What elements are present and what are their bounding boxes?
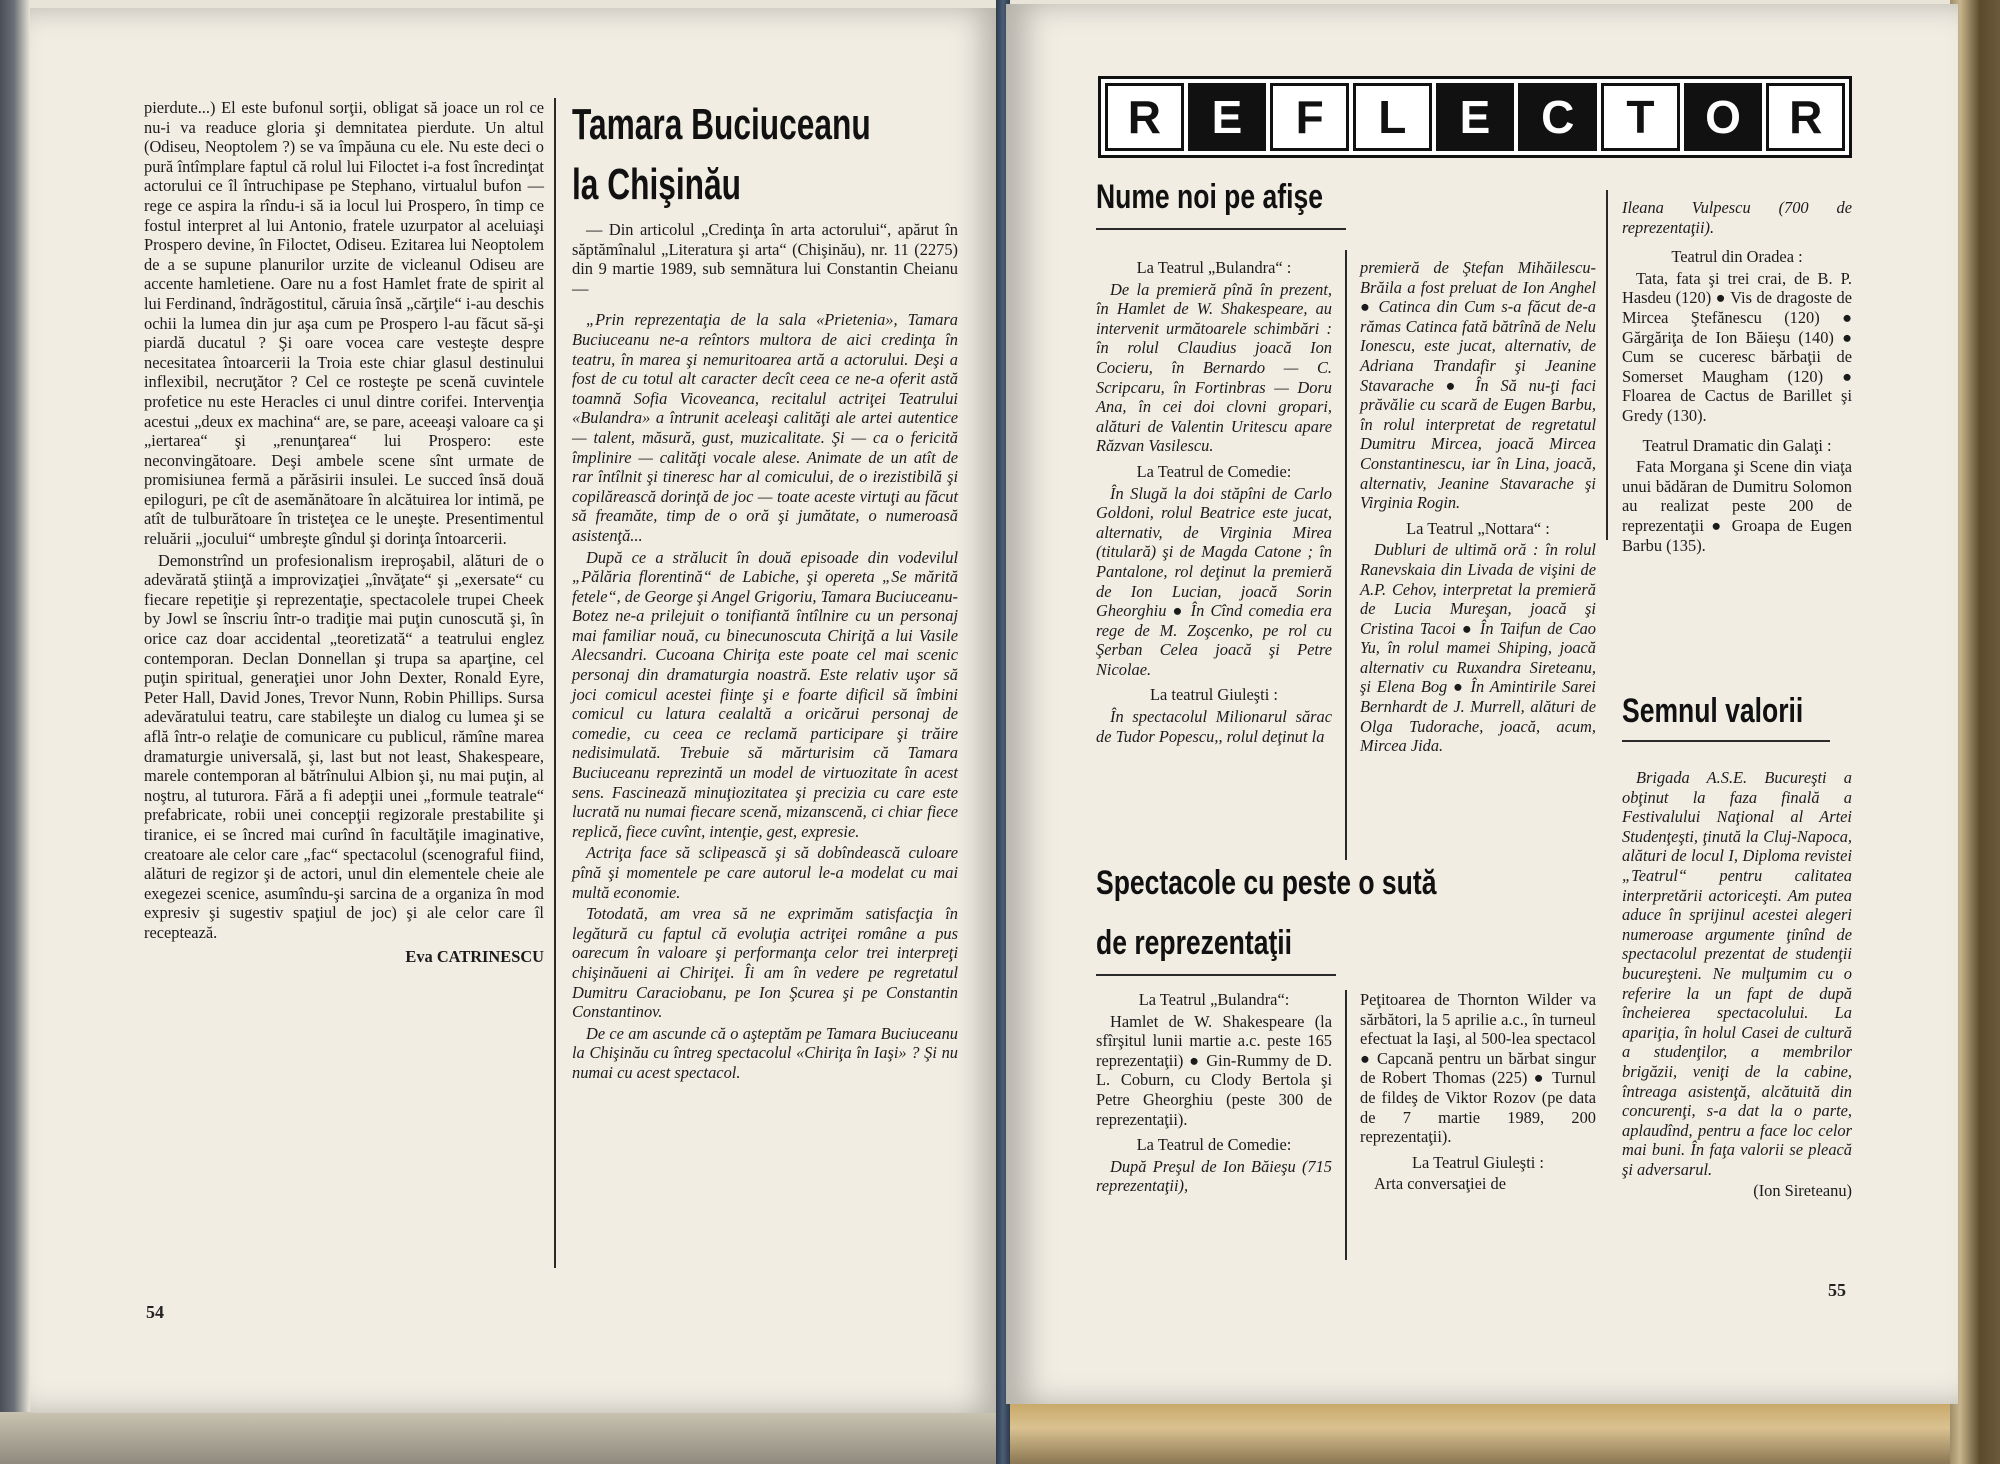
reflector-masthead xyxy=(1098,76,1852,158)
paragraph: Fata Morgana şi Scene din viaţa unui bădăran de Dumitru Solomon au realizat peste 200 de reprezentaţii ● Groapa de Eugen Barbu (135). xyxy=(1622,457,1852,555)
theatre-label: La Teatrul „Bulandra“ : xyxy=(1136,258,1292,277)
theatre-label: La teatrul Giuleşti : xyxy=(1150,685,1278,705)
masthead-letter: E xyxy=(1188,83,1267,151)
article-title xyxy=(572,100,987,150)
nume-noi-column-2 xyxy=(1360,258,1596,758)
theatre-label: Teatrul din Oradea : xyxy=(1671,247,1803,267)
masthead-letter: L xyxy=(1353,83,1432,151)
semnul-valorii-article xyxy=(1622,768,1852,1203)
heading-text: Nume noi pe afişe xyxy=(1096,178,1323,216)
paragraph: pierdute...) El este bufonul sorţii, obligat să joace un rol ce nu-i va readuce gloria şi demnitatea pierdute. Un altul (Odiseu, Neoptolem ?) se va împăuna cu ele. Nu este deci o pură întîmplare faptul că rolul lui Filoctet i-a fost încredinţat actorului ce îl întruchipase pe Stephano, virtualul bufon — rege ce aspira la rîndu-i să ia locul lui Prospero, în timp ce fostul interpret al lui Antonio, fratele uzurpator al aceluiaşi Prospero devine, în Filoctet, Odiseu. Ezitarea lui Neoptolem de a se supune planurilor urzite de vicleanul Odiseu are accente hamletiene. Oare nu a fost Hamlet frate de spirit al lui Ferdinand, îndrăgostitul, căruia însă „cărţile“ i-au deschis ochii la lumea din jur aşa cum pe Prospero l-au făcut să-şi piardă ducatul ? Şi oare vocea care vesteşte despre necesitatea întoarcerii la Troia este chiar glasul destinului inflexibil, necruţător ? Cel ce rosteşte pe scenă cuvintele profetice nu este Heracles ci unul dintre corifei. Intervenţia acestui „deux ex machina“ are, se pare, aceeaşi valoare ca şi „iertarea“ şi „renunţarea“ lui Prospero: este neconvingătoare. Deşi ambele scene sînt urmate de promisiunea fermă a părăsirii insulei. Le succed însă două epiloguri, pe cît de asemănătoare în alcătuirea lor intimă, pe atît de tulburătoare în tristeţea ce le uneşte. Presentimentul reluării „jocului“ umbreşte gîndul şi dorinţa întoarcerii. xyxy=(144,98,544,549)
article-signature: (Ion Sireteanu) xyxy=(1753,1181,1852,1201)
title-line: Tamara Buciuceanu xyxy=(572,100,871,149)
paragraph: premieră de Ştefan Mihăilescu-Brăila a fost preluat de Ion Anghel ● Catinca din Cum s-a făcut de-a rămas Catinca fată bătrînă de Nelu Ionescu, este jucat, alternativ, de Adriana Trandafir şi Jeanine Stavarache ● În Să nu-ţi faci prăvălie cu scară de Eugen Barbu, în rolul interpretat de regretatul Dumitru Mircea, joacă Mircea Constantinescu, iar în Lina, joacă, alternativ, Jeanine Stavarache şi Virginia Rogin. xyxy=(1360,258,1596,513)
paragraph: De la premieră pînă în prezent, în Hamlet de W. Shakespeare, au intervenit următoarele schimbări : în rolul Claudius joacă Ion Cocieru, în Bernardo — C. Scripcaru, în Fortinbras — Doru Ana, în cei doi clovni gropari, alături de Valentin Uritescu apare Răzvan Vasilescu. xyxy=(1096,279,1332,456)
left-page-edge xyxy=(0,1412,1000,1464)
heading-underline xyxy=(1096,974,1336,976)
paragraph: „Prin reprezentaţia de la sala «Prietenia», Tamara Buciuceanu ne-a reîntors multora de aici credinţa în teatru, în marea şi nemuritoarea artă a actorului. Deşi a fost de cu totul alt caracter decît ceea ce ne-a oferit astă toamnă Sofia Vicoveanca, recitalul actriţei Teatrului «Bulandra» a întrunit aceleaşi calităţi ale artei autentice — talent, măsură, gust, muzicalitate. Şi — ca o fericită împlinire — calităţi vocale alese. Animate de un atît de rar întîlnit şi tineresc har al comicului, de o irezistibilă şi copilărească dorinţă de joc — toate aceste virtuţi au făcut să freamăte, timp de o oră şi jumătate, o numeroasă asistenţă... xyxy=(572,310,958,545)
section-heading-nume-noi xyxy=(1096,178,1387,217)
masthead-letter: E xyxy=(1436,83,1515,151)
paragraph: Peţitoarea de Thornton Wilder va sărbători, la 5 aprilie a.c., în turneul efectuat la Iaşi, al 500-lea spectacol ● Capcană pentru un bărbat singur de Robert Thomas (225) ● Turnul de fildeş de Viktor Rozov (pe data de 7 martie 1989, 200 reprezentaţii). xyxy=(1360,990,1596,1147)
paragraph: Dubluri de ultimă oră : în rolul Ranevskaia din Livada de vişini de A.P. Cehov, interpretat la premieră de Lucia Mureşan, joacă şi Cristina Tacoi ● În Taifun de Cao Yu, în rolul mamei Shiping, joacă alternativ cu Ruxandra Sireteanu, şi Elena Bog ● În Amintirile Sarei Bernhardt de J. Murrell, alături de Olga Tudorache, joacă, acum, Mircea Jida. xyxy=(1360,540,1596,756)
right-column xyxy=(1622,198,1852,557)
column-rule xyxy=(1345,250,1347,860)
heading-text: de reprezentaţii xyxy=(1096,924,1293,962)
masthead-letter: T xyxy=(1601,83,1680,151)
article-intro: — Din articolul „Credinţa în arta actorului“, apărut în săptămînalul „Literatura şi arta“ (Chişinău), nr. 11 (2275) din 9 martie 1989, sub semnătura lui Constantin Cheianu — xyxy=(572,220,958,298)
page-number: 55 xyxy=(1828,1280,1846,1300)
article-title-second-line xyxy=(572,160,807,210)
theatre-label: La Teatrul „Nottara“ : xyxy=(1406,518,1550,538)
theatre-label: La Teatrul de Comedie: xyxy=(1136,461,1292,481)
masthead-letter: F xyxy=(1270,83,1349,151)
page-number: 54 xyxy=(146,1302,164,1322)
column-rule xyxy=(1606,190,1608,540)
theatre-label: La Teatrul Giuleşti : xyxy=(1412,1152,1544,1172)
heading-underline xyxy=(1622,740,1830,742)
article-signature: Eva CATRINESCU xyxy=(405,946,544,966)
section-heading-spectacole xyxy=(1096,864,1533,903)
article-buciuceanu xyxy=(572,220,958,1085)
paragraph: Arta conversaţiei de xyxy=(1374,1174,1506,1194)
paragraph: Actriţa face să sclipească şi să dobîndească culoare pînă şi momentele pe care autorul le-a modelat cu mai multă economie. xyxy=(572,843,958,902)
article-continuation xyxy=(144,98,544,966)
section-heading-semnul-valorii xyxy=(1622,692,1854,731)
masthead-letter: O xyxy=(1684,83,1763,151)
column-rule xyxy=(554,98,556,1268)
paragraph: După Preşul de Ion Băieşu (715 reprezentaţii), xyxy=(1096,1156,1332,1196)
theatre-label: Teatrul Dramatic din Galaţi : xyxy=(1642,435,1832,455)
paragraph: Brigada A.S.E. Bucureşti a obţinut la faza finală a Festivalului Naţional al Artei Studenţeşti, ţinută la Cluj-Napoca, alături de locul I, Diploma revistei „Teatrul“ pentru calitatea interpretării actoriceşti. Am putea aduce în sprijinul acestei alegeri numeroase argumente ţinînd de spectacolul prezentat de studenţii bucureşteni. Ne mulţumim cu o referire la un fapt de după încheierea spectacolului. La apariţia, în holul Casei de cultură a studenţilor, a membrilor brigăzii, veniţi de la cabine, întreaga asistenţă, alcătuită din concurenţi, s-a dat la o parte, aplaudînd, pentru a face loc celor mai buni. În faţa valorii se pleacă şi adversarul. xyxy=(1622,768,1852,1179)
theatre-label: La Teatrul „Bulandra“: xyxy=(1138,990,1290,1009)
paragraph: Tata, fata şi trei crai, de B. P. Hasdeu (120) ● Vis de dragoste de Mircea Ştefănescu (120) ● Gărgăriţa de Ion Băieşu (140) ● Cum se cuceresc bărbaţii de Somerset Maugham (120) ● Floarea de Cactus de Barillet şi Gredy (130). xyxy=(1622,268,1852,425)
title-line: la Chişinău xyxy=(572,160,741,209)
left-page xyxy=(30,8,1000,1413)
paragraph: De ce am ascunde că o aşteptăm pe Tamara Buciuceanu la Chişinău cu întreg spectacolul «Chiriţa în Iaşi» ? Şi nu numai cu acest spectacol. xyxy=(572,1023,958,1082)
masthead-letter: R xyxy=(1766,83,1845,151)
theatre-label: La Teatrul de Comedie: xyxy=(1136,1135,1292,1155)
paragraph: În spectacolul Milionarul sărac de Tudor Popescu,, rolul deţinut la xyxy=(1096,707,1332,746)
masthead-letter: C xyxy=(1518,83,1597,151)
paragraph: Totodată, am vrea să ne exprimăm satisfacţia în legătură cu faptul că evoluţia actriţei române a pus oarecum în valoare şi performanţa celor trei interpreţi chişinăueni ai Chiriţei. Îi am în vedere pe regretatul Dumitru Caraciobanu, pe Ion Şcurea şi pe Constantin Constantinov. xyxy=(572,904,958,1022)
paragraph: Demonstrînd un profesionalism ireproşabil, alături de o adevărată ştiinţă a improvizaţiei „învăţate“ şi „exersate“ cu fiecare repetiţie şi reprezentaţie, spectacolele trupei Cheek by Jowl se înscriu într-o tradiţie mai puţin cunoscută şi, în orice caz doar accidental „teoretizată“ a teatrului englez contemporan. Declan Donnellan şi trupa sa aparţine, cel puţin spiritual, generaţiei unor John Dexter, Ronald Eyre, Peter Hall, David Jones, Trevor Nunn, Robin Phillips. Sursa adevăratului teatru, care stabileşte un dialog cu lumea şi se află într-o relaţie de comunicare cu publicul, rămîne marea dramaturgie universală, şi, last but not least, Shakespeare, marele contemporan al bătrînului Albion şi, nu mai puţin, al noştru, al tuturora. Fără a fi adepţii unei „formule teatrale“ prefabricate, robii unei concepţii regizorale prestabilite şi tiranice, ei se încred mai curînd în facultăţile imaginative, creatoare ale celor care „fac“ spectacolul (scenograful fiind, alături de regizor şi de actori, unul din elementele cheie ale exegezei scenice, asumîndu-şi sarcina de a organiza în mod expresiv şi sugestiv spaţiul de joc) şi ale celor care îl receptează. xyxy=(144,550,544,942)
paragraph: Hamlet de W. Shakespeare (la sfîrşitul lunii martie a.c. peste 165 reprezentaţii) ● Gin-Rummy de D. L. Coburn, cu Clody Bertola şi Petre Gheorghiu (peste 300 de reprezentaţii). xyxy=(1096,1011,1332,1129)
right-page-edge-bottom xyxy=(1010,1404,2000,1464)
column-rule xyxy=(1345,990,1347,1260)
heading-text: Spectacole cu peste o sută xyxy=(1096,864,1437,902)
spectacole-column-2 xyxy=(1360,990,1596,1196)
paragraph: Ileana Vulpescu (700 de reprezentaţii). xyxy=(1622,198,1852,237)
heading-text: Semnul valorii xyxy=(1622,692,1804,730)
paragraph: După ce a strălucit în două episoade din vodevilul „Pălăria florentină“ de Labiche, şi opereta „Se mărită fetele“, de George şi Angel Grigoriu, Tamara Buciuceanu-Botez ne-a prilejuit o tonifiantă întîlnire cu un personaj mai familiar nouă, cu binecunoscuta Chiriţă a lui Vasile Alecsandri. Cucoana Chiriţa este poate cel mai scenic personaj din dramaturgia noastră. Este relativ uşor să joci comicul acestei fiinţe şi e foarte dificil să îmbini comicul cu latura cealaltă a oricărui personaj de comedie, cu ceea ce reclamă participare şi trăire nedisimulată. Trebuie să mărturisim că Tamara Buciuceanu reprezintă un model de virtuozitate în acest sens. Fascinează minuţiozitatea şi precizia cu care este lucrată nu numai fiecare scenă, mizanscenă, ci chiar fiece replică, fiece cuvînt, intenţie, gest, expresie. xyxy=(572,547,958,841)
heading-underline xyxy=(1096,228,1346,230)
masthead-letter: R xyxy=(1105,83,1184,151)
spectacole-column-1 xyxy=(1096,990,1332,1198)
section-heading-spectacole-second-line xyxy=(1096,924,1347,963)
paragraph: În Slugă la doi stăpîni de Carlo Goldoni, rolul Beatrice este jucat, alternativ, de Virginia Mirea (titulară) şi de Magda Catone ; în Pantalone, rol deţinut la premieră de Ion Lucian, joacă Sorin Gheorghiu ● În Cînd comedia era rege de M. Zoşcenko, pe rol cu Şerban Celea joacă şi Petre Nicolae. xyxy=(1096,483,1332,679)
nume-noi-column-1 xyxy=(1096,258,1332,748)
